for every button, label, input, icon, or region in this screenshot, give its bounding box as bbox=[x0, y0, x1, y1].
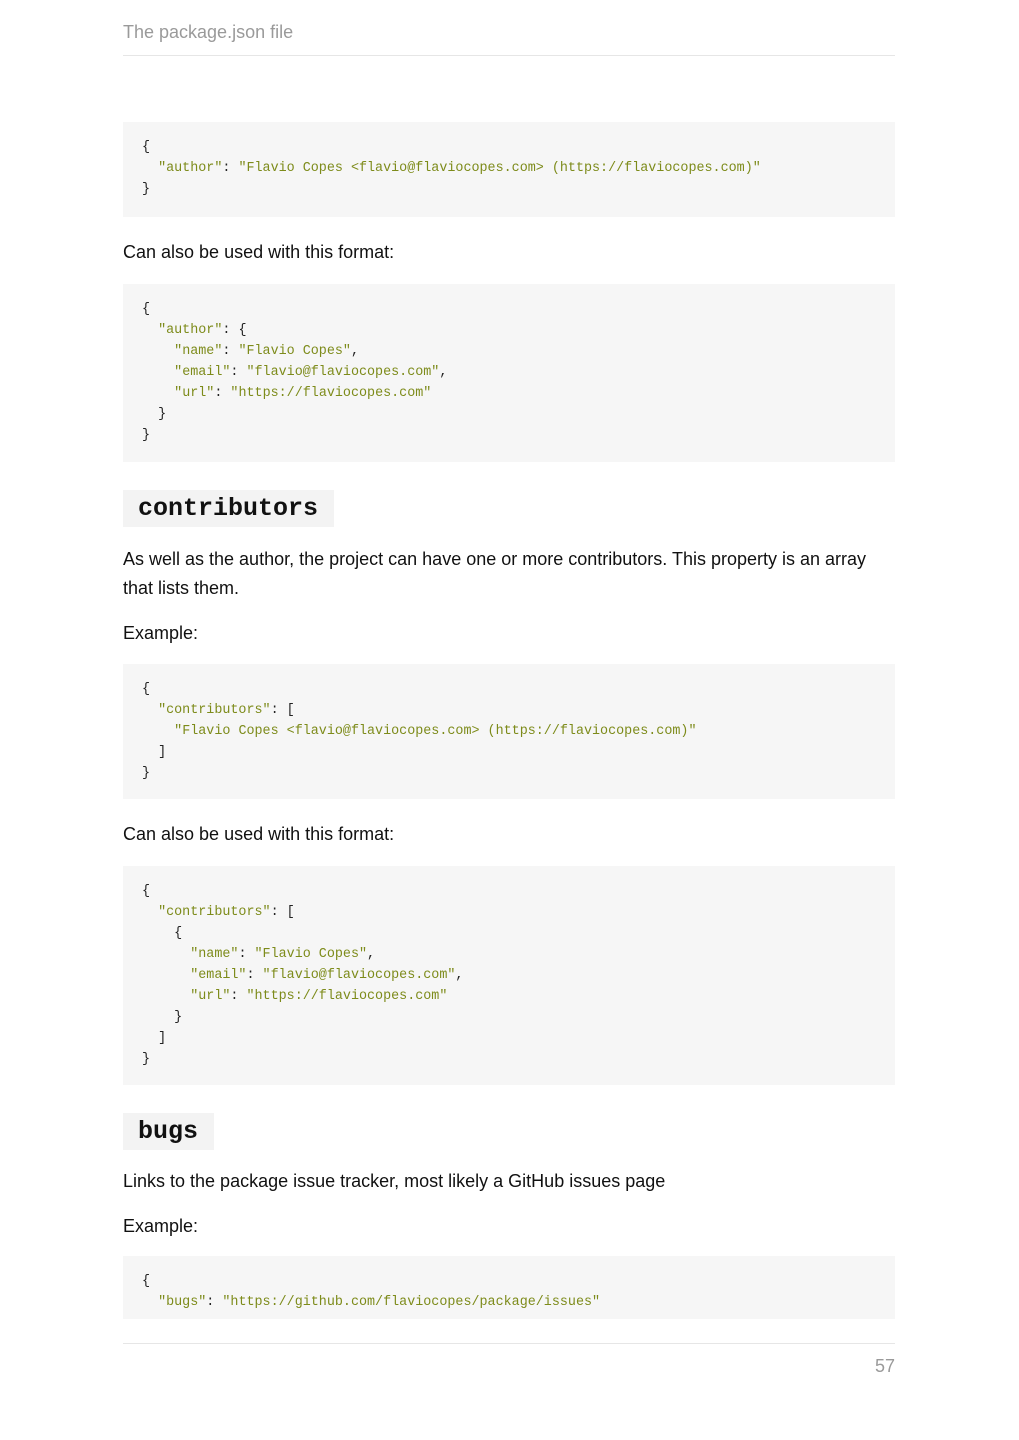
code-key: "name" bbox=[174, 344, 223, 359]
code-punctuation: } bbox=[142, 182, 151, 197]
code-punctuation bbox=[142, 1295, 158, 1310]
code-key: "email" bbox=[190, 968, 247, 983]
code-key: "url" bbox=[190, 989, 231, 1004]
code-punctuation bbox=[142, 365, 174, 380]
code-punctuation: : bbox=[222, 344, 239, 359]
code-punctuation: { bbox=[142, 1274, 151, 1289]
code-block-bugs bbox=[123, 1256, 895, 1319]
code-punctuation: } bbox=[142, 428, 151, 443]
code-punctuation bbox=[142, 323, 158, 338]
code-punctuation: } bbox=[142, 1010, 183, 1025]
code-punctuation: : bbox=[246, 968, 263, 983]
code-punctuation: { bbox=[142, 884, 151, 899]
code-punctuation: : bbox=[238, 947, 255, 962]
code-string: "flavio@flaviocopes.com" bbox=[262, 968, 456, 983]
code-block-author bbox=[123, 122, 895, 217]
code-string: "Flavio Copes" bbox=[238, 344, 351, 359]
section-heading-contributors: contributors bbox=[123, 490, 334, 527]
footer-divider bbox=[123, 1343, 895, 1344]
code-punctuation: { bbox=[142, 140, 151, 155]
code-key: "contributors" bbox=[158, 703, 271, 718]
code-punctuation: } bbox=[142, 1052, 151, 1067]
code-punctuation bbox=[142, 386, 174, 401]
paragraph-example-2: Example: bbox=[123, 1216, 199, 1236]
code-punctuation: : { bbox=[222, 323, 247, 338]
running-header: The package.json file bbox=[123, 22, 895, 56]
code-punctuation bbox=[142, 703, 158, 718]
code-key: "name" bbox=[190, 947, 239, 962]
page-content bbox=[123, 122, 895, 1319]
code-key: "contributors" bbox=[158, 905, 271, 920]
code-punctuation: } bbox=[142, 407, 167, 422]
code-key: "url" bbox=[174, 386, 215, 401]
code-punctuation: , bbox=[439, 365, 448, 380]
code-punctuation: } bbox=[142, 766, 151, 781]
code-punctuation: : bbox=[222, 161, 239, 176]
code-punctuation: , bbox=[455, 968, 464, 983]
code-punctuation: : [ bbox=[270, 905, 295, 920]
code-string: "https://flaviocopes.com" bbox=[230, 386, 432, 401]
code-string: "https://github.com/flaviocopes/package/issues" bbox=[222, 1295, 601, 1310]
code-punctuation: ] bbox=[142, 745, 167, 760]
code-punctuation bbox=[142, 905, 158, 920]
code-block-contributors bbox=[123, 664, 895, 799]
code-block-author-object bbox=[123, 284, 895, 462]
paragraph-alt-format-1: Can also be used with this format: bbox=[123, 242, 395, 262]
code-punctuation bbox=[142, 947, 190, 962]
code-string: "https://flaviocopes.com" bbox=[246, 989, 448, 1004]
paragraph-bugs-description: Links to the package issue tracker, most likely a GitHub issues page bbox=[123, 1171, 666, 1191]
paragraph-example-1: Example: bbox=[123, 623, 199, 643]
code-block-contributors-object bbox=[123, 866, 895, 1085]
code-punctuation bbox=[142, 989, 190, 1004]
code-string: "Flavio Copes <flavio@flaviocopes.com> (https://flaviocopes.com)" bbox=[174, 724, 697, 739]
code-punctuation bbox=[142, 724, 174, 739]
section-heading-bugs: bugs bbox=[123, 1113, 214, 1150]
code-punctuation: : bbox=[214, 386, 231, 401]
code-key: "author" bbox=[158, 323, 223, 338]
page-number: 57 bbox=[874, 1356, 895, 1376]
code-punctuation bbox=[142, 161, 158, 176]
code-punctuation: ] bbox=[142, 1031, 167, 1046]
code-punctuation: { bbox=[142, 926, 183, 941]
code-key: "email" bbox=[174, 365, 231, 380]
code-punctuation: : bbox=[230, 989, 247, 1004]
code-punctuation: : bbox=[230, 365, 247, 380]
paragraph-alt-format-2: Can also be used with this format: bbox=[123, 824, 395, 844]
code-string: "flavio@flaviocopes.com" bbox=[246, 365, 440, 380]
code-punctuation: , bbox=[350, 344, 359, 359]
code-punctuation: { bbox=[142, 302, 151, 317]
code-punctuation bbox=[142, 344, 174, 359]
code-key: "author" bbox=[158, 161, 223, 176]
code-key: "bugs" bbox=[158, 1295, 207, 1310]
paragraph-contributors-description: As well as the author, the project can have one or more contributors. This property is an array that lists them. bbox=[123, 549, 867, 598]
code-punctuation: , bbox=[367, 947, 376, 962]
code-punctuation: : [ bbox=[270, 703, 295, 718]
code-punctuation bbox=[142, 968, 190, 983]
code-string: "Flavio Copes <flavio@flaviocopes.com> (https://flaviocopes.com)" bbox=[238, 161, 761, 176]
code-string: "Flavio Copes" bbox=[254, 947, 368, 962]
code-punctuation: : bbox=[206, 1295, 223, 1310]
code-punctuation: { bbox=[142, 682, 151, 697]
